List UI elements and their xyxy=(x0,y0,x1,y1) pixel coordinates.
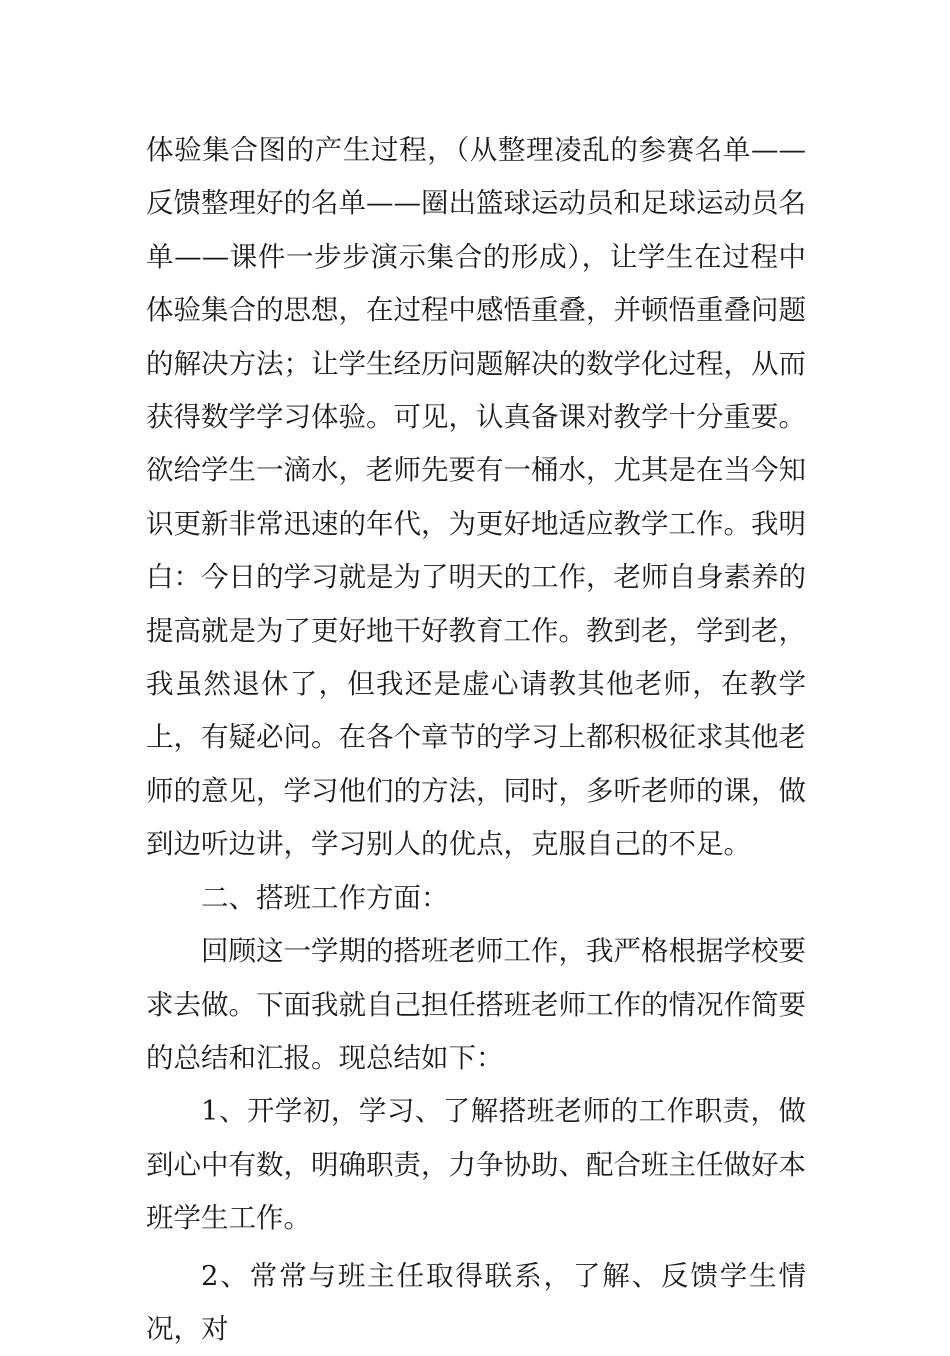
paragraph-review: 回顾这一学期的搭班老师工作，我严格根据学校要求去做。下面我就自己担任搭班老师工作的情况作简要的总结和汇报。现总结如下： xyxy=(146,935,806,1074)
section-heading-co-teaching: 二、搭班工作方面： xyxy=(201,881,449,914)
paragraph-lesson-prep: 体验集合图的产生过程，（从整理凌乱的参赛名单——反馈整理好的名单——圈出篮球运动员和足球运动员名单——课件一步步演示集合的形成），让学生在过程中体验集合的思想，在过程中感悟重叠，并顿悟重叠问题的解决方法；让学生经历问题解决的数学化过程，从而获得数学学习体验。可见，认真备课对教学十分重要。欲给学生一滴水，老师先要有一桶水，尤其是在当今知识更新非常迅速的年代，为更好地适应教学工作。我明白：今日的学习就是为了明天的工作，老师自身素养的提高就是为了更好地干好教育工作。教到老，学到老，我虽然退休了，但我还是虚心请教其他老师，在教学上，有疑必问。在各个章节的学习上都积极征求其他老师的意见，学习他们的方法，同时，多听老师的课，做到边听边讲，学习别人的优点，克服自己的不足。 xyxy=(146,134,806,861)
list-item-2: 2、常常与班主任取得联系，了解、反馈学生情况，对 xyxy=(146,1259,806,1345)
document-body xyxy=(146,124,806,1356)
list-item-1: 1、开学初，学习、了解搭班老师的工作职责，做到心中有数，明确职责，力争协助、配合班主任做好本班学生工作。 xyxy=(146,1095,806,1235)
